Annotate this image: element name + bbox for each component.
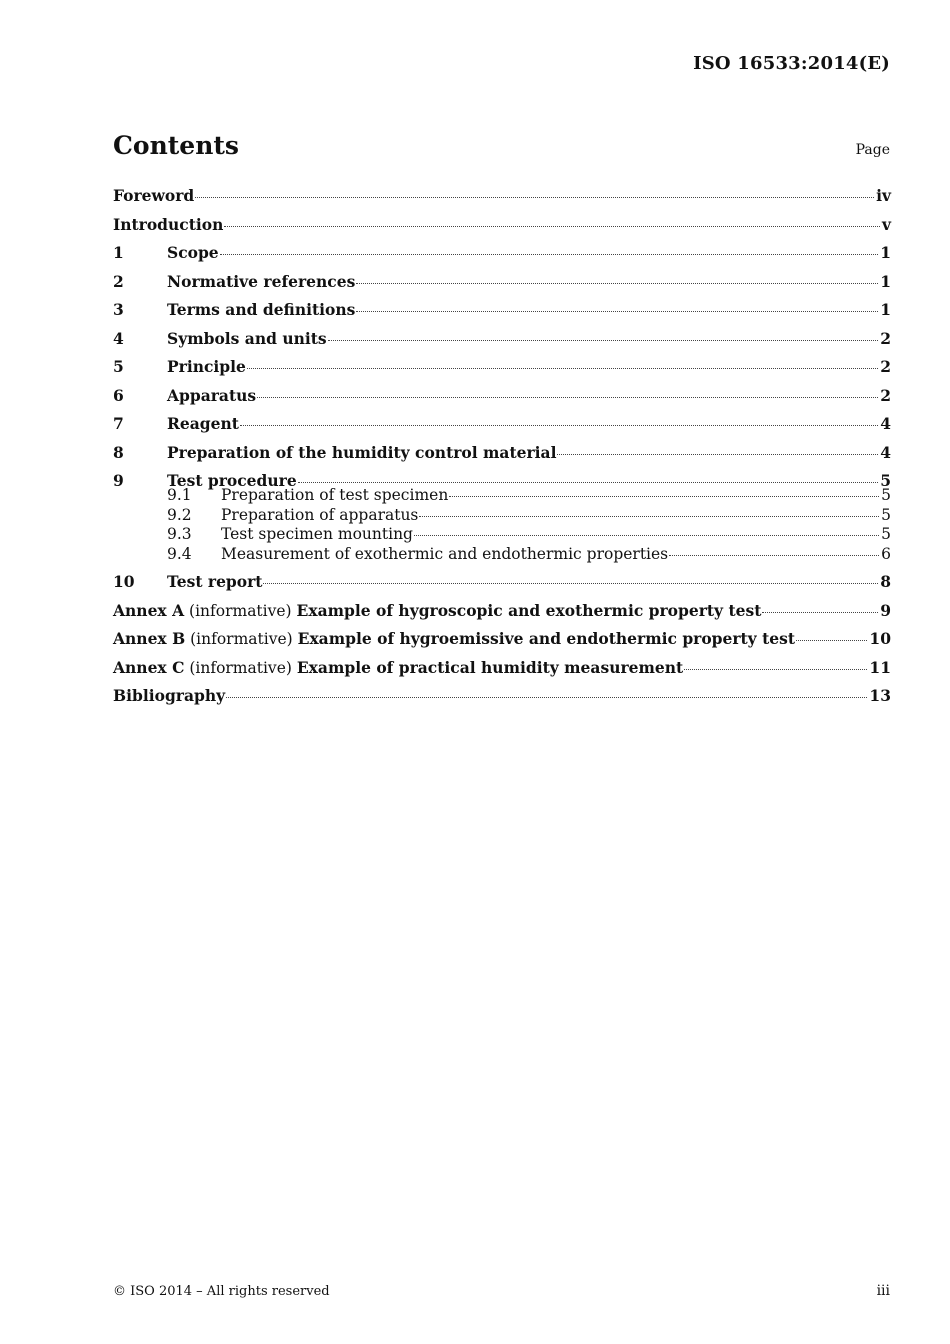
toc-page: 5 <box>880 471 891 490</box>
toc-title: Symbols and units <box>167 328 327 348</box>
dot-leader <box>247 367 878 369</box>
annex-label: Annex A <box>113 600 185 620</box>
toc-entry-bibliography[interactable] <box>113 682 891 711</box>
dot-leader <box>224 225 880 227</box>
dot-leader <box>356 310 878 312</box>
toc-title: Terms and definitions <box>167 300 356 319</box>
toc-page: v <box>881 214 891 234</box>
table-of-contents <box>113 182 891 711</box>
toc-page: 8 <box>880 572 891 591</box>
toc-page: 13 <box>869 686 891 705</box>
toc-title: Bibliography <box>113 686 226 705</box>
toc-title: Foreword <box>113 186 195 205</box>
toc-number: 2 <box>113 271 124 291</box>
dot-leader <box>356 282 878 284</box>
dot-leader <box>419 515 879 517</box>
dot-leader <box>684 668 867 670</box>
toc-number: 3 <box>113 300 124 319</box>
toc-entry-preparation-test-specimen[interactable] <box>113 486 891 506</box>
dot-leader <box>226 696 867 698</box>
toc-title: Measurement of exothermic and endothermic properties <box>221 544 669 563</box>
dot-leader <box>414 534 879 536</box>
toc-title: Principle <box>167 357 246 376</box>
toc-title: Normative references <box>167 271 356 291</box>
toc-entry-symbols-and-units[interactable] <box>113 325 891 354</box>
toc-page: 2 <box>880 385 891 405</box>
toc-number: 10 <box>113 572 135 591</box>
toc-title: Test specimen mounting <box>221 525 413 543</box>
annex-kind: (informative) <box>189 658 292 677</box>
toc-page: 2 <box>880 328 891 348</box>
annex-kind: (informative) <box>190 630 293 648</box>
annex-label: Annex B <box>113 629 186 648</box>
toc-entry-apparatus[interactable] <box>113 382 891 411</box>
dot-leader <box>557 453 878 455</box>
toc-page: 1 <box>880 243 891 262</box>
toc-number: 9.1 <box>167 486 192 504</box>
toc-title: Apparatus <box>167 385 257 405</box>
toc-entry-normative-references[interactable] <box>113 268 891 297</box>
toc-page: 6 <box>881 544 891 563</box>
toc-entry-scope[interactable] <box>113 239 891 268</box>
toc-page: 5 <box>881 505 891 524</box>
toc-title: Test procedure <box>167 471 297 490</box>
dot-leader <box>263 582 878 584</box>
dot-leader <box>796 639 867 641</box>
toc-page: 1 <box>880 271 891 291</box>
toc-page: 9 <box>880 600 891 620</box>
toc-number: 1 <box>113 243 124 262</box>
annex-title: Example of hygroscopic and exothermic property test <box>296 600 762 620</box>
toc-entry-test-specimen-mounting[interactable] <box>113 525 891 545</box>
dot-leader <box>762 611 878 613</box>
toc-entry-foreword[interactable] <box>113 182 891 211</box>
toc-number: 9.4 <box>167 544 192 563</box>
toc-number: 7 <box>113 414 124 433</box>
toc-entry-principle[interactable] <box>113 353 891 382</box>
toc-title <box>113 597 761 625</box>
toc-title: Preparation of test specimen <box>221 486 449 504</box>
dot-leader <box>257 396 878 398</box>
footer-page-number: iii <box>876 1283 890 1299</box>
toc-entry-reagent[interactable] <box>113 410 891 439</box>
toc-entry-annex-c[interactable] <box>113 654 891 683</box>
toc-entry-annex-b[interactable] <box>113 625 891 654</box>
toc-number: 6 <box>113 385 124 405</box>
toc-entry-introduction[interactable] <box>113 211 891 240</box>
annex-title: Example of hygroemissive and endothermic property test <box>297 629 795 648</box>
toc-title <box>113 654 683 682</box>
toc-title: Test report <box>167 572 263 591</box>
dot-leader <box>195 196 874 198</box>
dot-leader <box>328 339 879 341</box>
footer-copyright: © ISO 2014 – All rights reserved <box>113 1284 330 1299</box>
toc-page: 10 <box>869 629 891 648</box>
toc-number: 9.2 <box>167 505 192 524</box>
toc-entry-terms-and-definitions[interactable] <box>113 296 891 325</box>
toc-entry-annex-a[interactable] <box>113 597 891 626</box>
page-column-label: Page <box>855 142 890 158</box>
toc-page: 5 <box>881 486 891 504</box>
dot-leader <box>449 495 879 497</box>
toc-entry-preparation-apparatus[interactable] <box>113 506 891 526</box>
toc-title: Preparation of the humidity control material <box>167 442 557 462</box>
toc-page: 2 <box>880 357 891 376</box>
toc-title <box>113 625 795 653</box>
contents-title: Contents <box>113 131 240 160</box>
annex-title: Example of practical humidity measurement <box>296 657 684 677</box>
toc-page: 5 <box>881 525 891 543</box>
toc-entry-measurement-properties[interactable] <box>113 545 891 565</box>
dot-leader <box>220 253 879 255</box>
toc-number: 9.3 <box>167 525 192 543</box>
toc-title: Preparation of apparatus <box>221 505 419 524</box>
toc-title: Introduction <box>113 214 224 234</box>
toc-title: Reagent <box>167 414 239 433</box>
toc-page: 4 <box>880 442 891 462</box>
toc-entry-preparation-humidity-control[interactable] <box>113 439 891 468</box>
dot-leader <box>240 424 878 426</box>
toc-page: 11 <box>869 657 891 677</box>
document-id: ISO 16533:2014(E) <box>693 53 890 74</box>
toc-page: 4 <box>880 414 891 433</box>
annex-kind: (informative) <box>189 601 292 620</box>
annex-label: Annex C <box>113 657 185 677</box>
dot-leader <box>669 554 879 556</box>
toc-title: Scope <box>167 243 219 262</box>
dot-leader <box>298 481 879 483</box>
toc-entry-test-report[interactable] <box>113 568 891 597</box>
toc-number: 4 <box>113 328 124 348</box>
toc-number: 8 <box>113 442 124 462</box>
toc-page: 1 <box>880 300 891 319</box>
toc-number: 5 <box>113 357 124 376</box>
toc-page: iv <box>876 186 891 205</box>
toc-number: 9 <box>113 471 124 490</box>
